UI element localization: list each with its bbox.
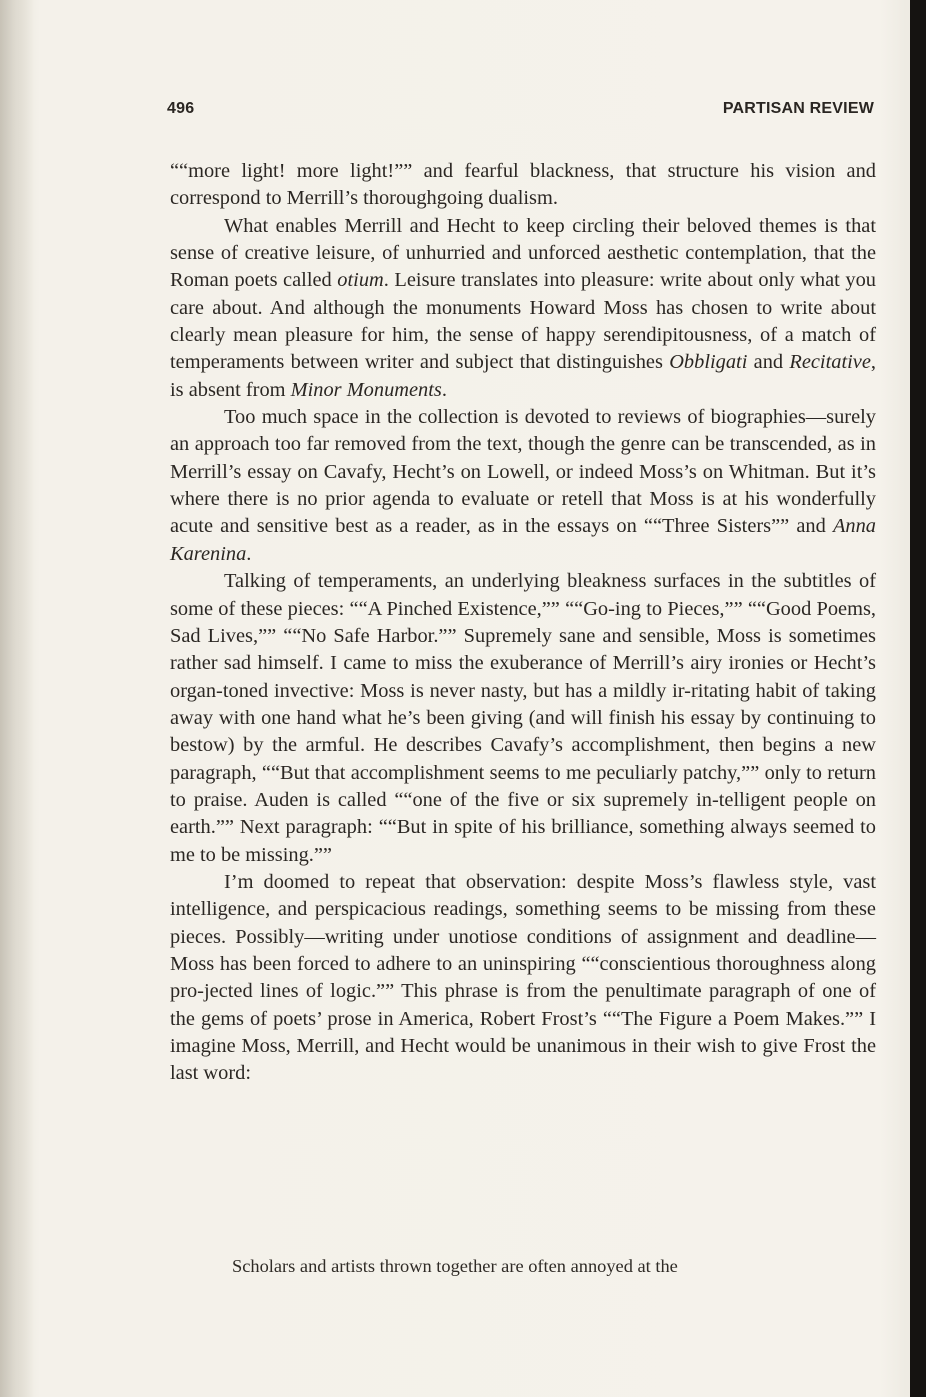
text-run: and: [747, 351, 790, 374]
paragraph: [170, 568, 876, 869]
text-run: , is absent from: [170, 351, 876, 401]
italic-title: otium: [337, 269, 384, 292]
page-number: 496: [167, 100, 195, 117]
text-run: .: [441, 378, 447, 401]
paragraph: [170, 213, 876, 404]
text-run: .: [246, 542, 252, 565]
binding-gutter-shadow: [0, 0, 34, 1397]
journal-title: PARTISAN REVIEW: [722, 100, 874, 117]
paragraph-continued: [170, 158, 876, 213]
body-text: [170, 158, 876, 1088]
italic-title: Obbligati: [669, 351, 748, 374]
block-quote: Scholars and artists thrown together are often annoyed at the: [232, 1256, 678, 1276]
scan-edge: [910, 0, 926, 1397]
text-run: Too much space in the collection is devoted to reviews of biographies—surely an approach too far removed from the text, though the genre can be transcended, as in Merrill’s essay on Cavafy, Hecht’s on Lowell, or indeed Moss’s on Whitman. But it’s where there is no prior agenda to evaluate or retell that Moss is at his wonderfully acute and sensitive best as a reader, as in the essays on ““Three Sisters”” and: [170, 406, 876, 538]
italic-title: Recitative: [789, 351, 871, 374]
text-run: Talking of temperaments, an underlying bleakness surfaces in the subtitles of some of these pieces: ““A Pinched Existence,”” ““Go-ing to Pieces,”” ““Good Poems, Sad Lives,”” ““No Safe Harbor.”” Supremely sane and sensible, Moss is sometimes rather sad himself. I came to miss the exuberance of Merrill’s airy ironies or Hecht’s organ-toned invective: Moss is never nasty, but has a mildly ir-ritating habit of taking away with one hand what he’s been giving (and will finish his essay by continuing to bestow) by the armful. He describes Cavafy’s accomplishment, then begins a new paragraph, ““But that accomplishment seems to me peculiarly patchy,”” only to return to praise. Auden is called ““one of the five or six supremely in-telligent people on earth.”” Next paragraph: ““But in spite of his brilliance, something always seemed to me to be missing.””: [170, 570, 876, 866]
paragraph: [170, 869, 876, 1088]
italic-title: Anna Karenina: [170, 515, 876, 565]
paragraph: [170, 404, 876, 568]
text-run: . Leisure translates into pleasure: write about only what you care about. And although the monuments Howard Moss has chosen to write about clearly mean pleasure for him, the sense of happy serendipitousness, of a match of temperaments between writer and subject that distinguishes: [170, 269, 876, 374]
italic-title: Minor Monuments: [290, 378, 442, 401]
text-run: What enables Merrill and Hecht to keep circling their beloved themes is that sense of creative leisure, of unhurried and unforced aesthetic contemplation, that the Roman poets called: [170, 214, 876, 292]
running-head: [167, 100, 874, 122]
text-run: ““more light! more light!”” and fearful blackness, that structure his vision and correspond to Merrill’s thoroughgoing dualism.: [170, 160, 876, 210]
text-run: I’m doomed to repeat that observation: despite Moss’s flawless style, vast intelligence, and perspicacious readings, something seems to be missing from these pieces. Possibly—writing under unotiose conditions of assignment and deadline—Moss has been forced to adhere to an uninspiring ““conscientious thoroughness along pro-jected lines of logic.”” This phrase is from the penultimate paragraph of one of the gems of poets’ prose in America, Robert Frost’s ““The Figure a Poem Makes.”” I imagine Moss, Merrill, and Hecht would be unanimous in their wish to give Frost the last word:: [170, 870, 876, 1085]
